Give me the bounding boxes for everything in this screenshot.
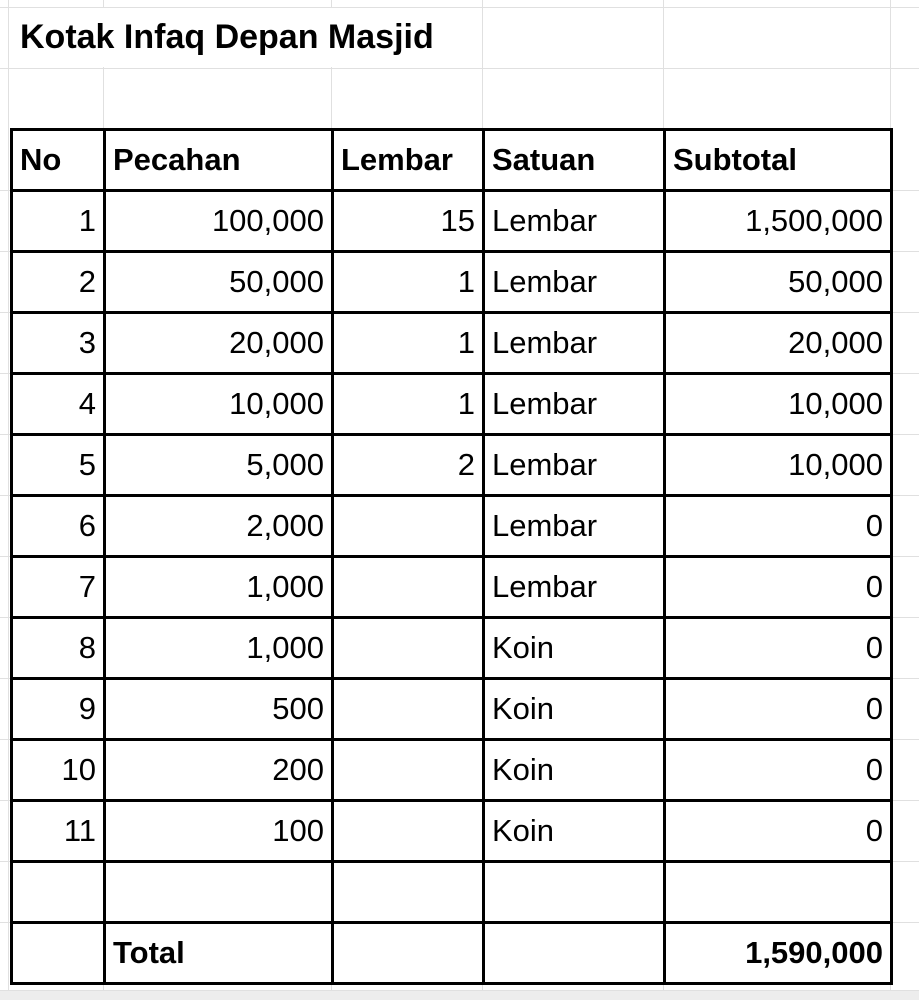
cell-no[interactable] [12,923,105,984]
table-row [12,435,892,496]
cell-no[interactable]: 4 [12,374,105,435]
cell-lembar[interactable] [333,618,484,679]
cell-no[interactable]: 8 [12,618,105,679]
cell-lembar[interactable] [333,923,484,984]
header-cell-pecahan[interactable]: Pecahan [105,130,333,191]
cell-lembar[interactable] [333,679,484,740]
table-row [12,679,892,740]
sheet-title-cell[interactable] [10,8,481,67]
cell-satuan[interactable] [484,862,665,923]
table-row [12,191,892,252]
cell-subtotal[interactable]: 0 [665,496,892,557]
table-row [12,618,892,679]
cell-satuan[interactable]: Koin [484,618,665,679]
cell-subtotal[interactable]: 50,000 [665,252,892,313]
cell-satuan[interactable]: Koin [484,801,665,862]
cell-satuan[interactable]: Lembar [484,557,665,618]
empty-row [12,862,892,923]
cell-satuan[interactable]: Lembar [484,496,665,557]
cell-no[interactable]: 2 [12,252,105,313]
cell-satuan[interactable]: Lembar [484,313,665,374]
cell-pecahan[interactable]: 10,000 [105,374,333,435]
header-cell-subtotal[interactable]: Subtotal [665,130,892,191]
infaq-table [10,128,893,985]
table-row [12,557,892,618]
cell-satuan[interactable]: Lembar [484,374,665,435]
cell-pecahan[interactable]: 2,000 [105,496,333,557]
sheet-title: Kotak Infaq Depan Masjid [20,18,434,56]
cell-no[interactable]: 10 [12,740,105,801]
cell-satuan[interactable] [484,923,665,984]
cell-lembar[interactable] [333,557,484,618]
cell-subtotal[interactable]: 0 [665,801,892,862]
cell-pecahan[interactable]: 100 [105,801,333,862]
total-row [12,923,892,984]
header-row [12,130,892,191]
cell-lembar[interactable]: 15 [333,191,484,252]
cell-pecahan[interactable]: 20,000 [105,313,333,374]
header-cell-satuan[interactable]: Satuan [484,130,665,191]
gridline-h [0,68,919,69]
cell-no[interactable]: 3 [12,313,105,374]
cell-lembar[interactable] [333,496,484,557]
cell-pecahan[interactable]: 50,000 [105,252,333,313]
cell-pecahan[interactable]: 1,000 [105,618,333,679]
cell-pecahan[interactable]: 200 [105,740,333,801]
cell-no[interactable]: 6 [12,496,105,557]
total-label-cell[interactable]: Total [105,923,333,984]
cell-no[interactable]: 9 [12,679,105,740]
cell-subtotal[interactable]: 0 [665,618,892,679]
cell-pecahan[interactable]: 100,000 [105,191,333,252]
cell-no[interactable]: 11 [12,801,105,862]
table-row [12,374,892,435]
cell-satuan[interactable]: Koin [484,679,665,740]
cell-lembar[interactable] [333,801,484,862]
cell-lembar[interactable]: 2 [333,435,484,496]
cell-subtotal[interactable] [665,862,892,923]
cell-no[interactable]: 7 [12,557,105,618]
cell-subtotal[interactable]: 1,500,000 [665,191,892,252]
table-row [12,740,892,801]
cell-pecahan[interactable]: 5,000 [105,435,333,496]
cell-lembar[interactable]: 1 [333,374,484,435]
cell-lembar[interactable]: 1 [333,313,484,374]
cell-pecahan[interactable]: 500 [105,679,333,740]
cell-pecahan[interactable]: 1,000 [105,557,333,618]
table-row [12,496,892,557]
table-row [12,313,892,374]
cell-satuan[interactable]: Lembar [484,191,665,252]
header-cell-lembar[interactable]: Lembar [333,130,484,191]
table-row [12,252,892,313]
cell-subtotal[interactable]: 0 [665,740,892,801]
cell-no[interactable]: 1 [12,191,105,252]
sheet-bottom-edge [0,991,919,1000]
cell-subtotal[interactable]: 0 [665,679,892,740]
total-value-cell[interactable]: 1,590,000 [665,923,892,984]
cell-lembar[interactable]: 1 [333,252,484,313]
table-row [12,801,892,862]
cell-lembar[interactable] [333,740,484,801]
cell-lembar[interactable] [333,862,484,923]
cell-satuan[interactable]: Lembar [484,435,665,496]
cell-pecahan[interactable] [105,862,333,923]
cell-satuan[interactable]: Koin [484,740,665,801]
header-cell-no[interactable]: No [12,130,105,191]
cell-satuan[interactable]: Lembar [484,252,665,313]
cell-subtotal[interactable]: 10,000 [665,435,892,496]
cell-subtotal[interactable]: 20,000 [665,313,892,374]
cell-subtotal[interactable]: 10,000 [665,374,892,435]
cell-no[interactable] [12,862,105,923]
cell-no[interactable]: 5 [12,435,105,496]
cell-subtotal[interactable]: 0 [665,557,892,618]
